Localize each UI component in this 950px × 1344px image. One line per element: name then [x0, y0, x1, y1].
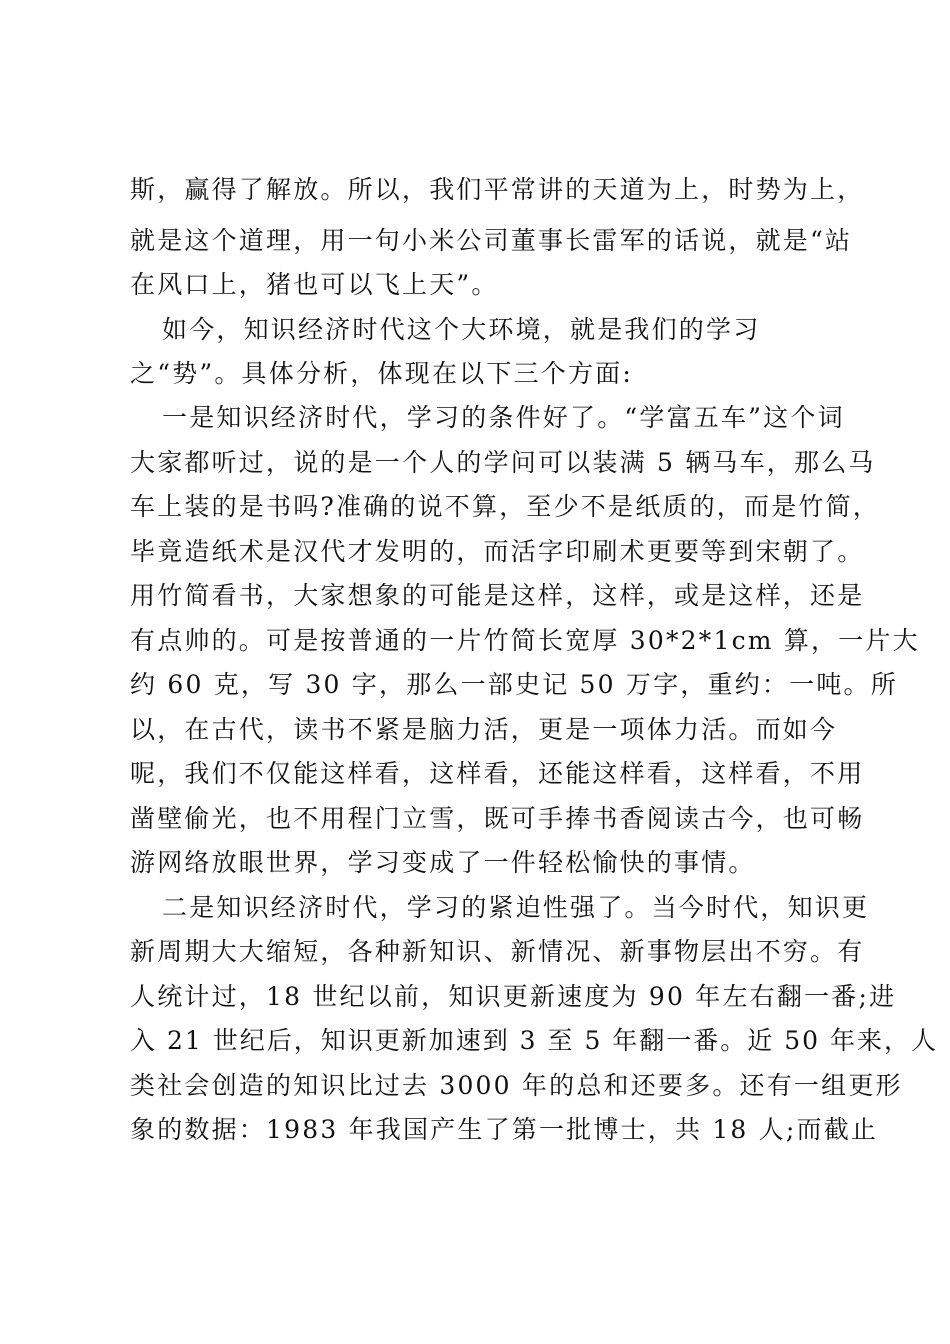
text-line-19: 人统计过，18 世纪以前，知识更新速度为 90 年左右翻一番;进 [130, 982, 897, 1011]
text-line-6: 一是知识经济时代，学习的条件好了。“学富五车”这个词 [162, 403, 845, 432]
text-line-10: 用竹简看书，大家想象的可能是这样，这样，或是这样，还是 [130, 581, 865, 610]
text-line-8: 车上装的是书吗?准确的说不算，至少不是纸质的，而是竹简， [130, 492, 881, 521]
text-line-11: 有点帅的。可是按普通的一片竹简长宽厚 30*2*1cm 算，一片大 [130, 626, 920, 655]
text-line-14: 呢，我们不仅能这样看，这样看，还能这样看，这样看，不用 [130, 759, 865, 788]
text-line-5: 之“势”。具体分析，体现在以下三个方面: [130, 359, 633, 388]
text-line-16: 游网络放眼世界，学习变成了一件轻松愉快的事情。 [130, 848, 756, 877]
text-line-17: 二是知识经济时代，学习的紧迫性强了。当今时代，知识更 [162, 893, 870, 922]
text-line-3: 在风口上，猪也可以飞上天”。 [130, 270, 499, 299]
text-line-15: 凿壁偷光，也不用程门立雪，既可手捧书香阅读古今，也可畅 [130, 804, 865, 833]
text-line-21: 类社会创造的知识比过去 3000 年的总和还要多。还有一组更形 [130, 1071, 903, 1100]
text-line-1: 斯，赢得了解放。所以，我们平常讲的天道为上，时势为上， [130, 175, 865, 204]
text-line-2: 就是这个道理，用一句小米公司董事长雷军的话说，就是“站 [130, 226, 853, 255]
text-line-13: 以，在古代，读书不紧是脑力活，更是一项体力活。而如今 [130, 715, 838, 744]
text-line-7: 大家都听过，说的是一个人的学问可以装满 5 辆马车，那么马 [130, 448, 876, 477]
text-line-4: 如今，知识经济时代这个大环境，就是我们的学习 [162, 315, 761, 344]
text-line-9: 毕竟造纸术是汉代才发明的，而活字印刷术更要等到宋朝了。 [130, 537, 865, 566]
text-line-20: 入 21 世纪后，知识更新加速到 3 至 5 年翻一番。近 50 年来，人 [130, 1026, 939, 1055]
text-line-18: 新周期大大缩短，各种新知识、新情况、新事物层出不穷。有 [130, 937, 865, 966]
text-line-12: 约 60 克，写 30 字，那么一部史记 50 万字，重约：一吨。所 [130, 670, 898, 699]
text-line-22: 象的数据：1983 年我国产生了第一批博士，共 18 人;而截止 [130, 1115, 879, 1144]
